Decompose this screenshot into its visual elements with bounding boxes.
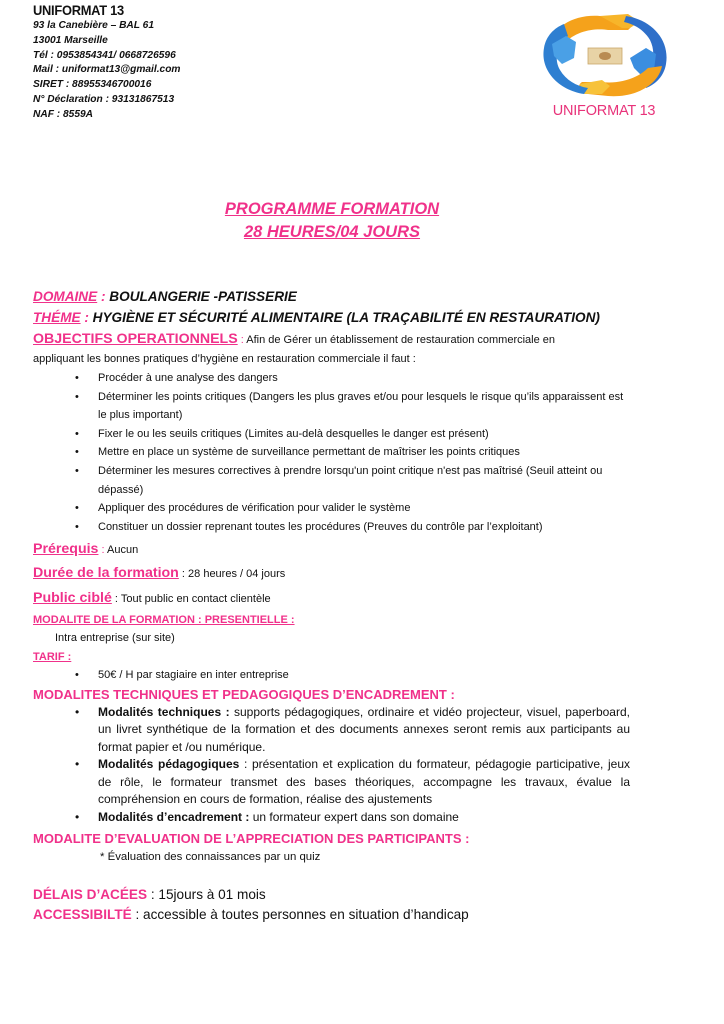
accessibilite-label: ACCESSIBILTÉ [33, 907, 132, 923]
delais-label: DÉLAIS D’ACÉES [33, 887, 148, 903]
domaine-label: DOMAINE [33, 289, 98, 304]
public-value: Tout public en contact clientèle [120, 593, 271, 606]
org-declaration: N° Déclaration : 93131867513 [33, 93, 175, 105]
evaluation-label: MODALITE D’EVALUATION DE L’APPRECIATION DES PARTICIPANTS : [33, 831, 470, 847]
theme-row [33, 308, 653, 328]
title-line-2: 28 HEURES/04 JOURS [243, 223, 421, 241]
modalite-techniques-text: supports pédagogiques, ordinaire et vidéo projecteur, visuel, paperboard, un livret synthétique de la formation et des documents annexes seront remis aux participants au format papier et /ou numérique. [98, 704, 630, 754]
list-item: • Mettre en place un système de surveillance permettant de maîtriser les points critiques [33, 443, 628, 462]
list-item [33, 809, 630, 827]
organisation-info [33, 2, 181, 123]
objectifs-section [33, 330, 653, 536]
public-label: Public ciblé [33, 590, 112, 607]
org-siret: SIRET : 88955346700016 [33, 79, 152, 91]
theme-value: HYGIÈNE ET SÉCURITÉ ALIMENTAIRE (LA TRAÇABILITÉ EN RESTAURATION) [92, 310, 600, 325]
accessibilite-row [33, 905, 653, 925]
prerequis-label: Prérequis [33, 541, 99, 558]
prerequis-row [33, 538, 653, 561]
theme-label: THÉME [33, 310, 81, 325]
programme-content [33, 287, 653, 925]
list-item [33, 756, 630, 809]
domaine-row [33, 287, 653, 307]
tarif-list [33, 666, 653, 685]
title-line-1: PROGRAMME FORMATION [224, 200, 440, 218]
duree-value: 28 heures / 04 jours [188, 568, 286, 581]
domaine-sep: : [97, 289, 110, 304]
page-title [0, 198, 664, 244]
list-item: • Appliquer des procédures de vérification pour valider le système [33, 499, 628, 518]
modalites-list [33, 704, 653, 827]
list-item: • Déterminer les mesures correctives à prendre lorsqu'un point critique n'est pas maîtrisé (Seuil atteint ou dépassé) [33, 462, 628, 499]
objectifs-intro-1: Afin de Gérer un établissement de restauration commerciale en [246, 334, 556, 346]
accessibilite-value: accessible à toutes personnes en situation d’handicap [143, 907, 469, 923]
org-address: 93 la Canebière – BAL 61 [33, 20, 154, 31]
objectifs-label: OBJECTIFS OPERATIONNELS [33, 331, 238, 347]
objectifs-intro [33, 330, 653, 350]
org-phone: Tél : 0953854341/ 0668726596 [33, 49, 176, 61]
list-item: • Fixer le ou les seuils critiques (Limites au-delà desquelles le danger est présent) [33, 425, 628, 444]
modalite-pedagogiques-title: Modalités pédagogiques [98, 757, 240, 772]
prerequis-sep: : [98, 544, 105, 557]
modalite-encadrement-title: Modalités d’encadrement : [98, 809, 250, 824]
duree-sep: : [178, 568, 189, 581]
evaluation-value: * Évaluation des connaissances par un quiz [100, 851, 321, 864]
theme-sep: : [80, 310, 93, 325]
modalite-pedagogiques-text: : présentation et explication du formateur, pédagogie participative, jeux de rôle, le formateur transmet des bases théoriques, accompagne les travaux, évalue la compréhension en cours de formation, réalise des ajustements [98, 757, 631, 807]
list-item: • 50€ / H par stagiaire en inter entreprise [33, 666, 628, 685]
objectifs-list [33, 369, 653, 536]
prerequis-value: Aucun [104, 544, 139, 557]
objectifs-sep: : [237, 334, 247, 346]
domaine-value: BOULANGERIE -PATISSERIE [109, 289, 297, 304]
org-city: 13001 Marseille [33, 34, 108, 46]
delais-value: 15jours à 01 mois [158, 887, 266, 903]
objectifs-intro-2: appliquant les bonnes pratiques d’hygiène en restauration commerciale il faut : [33, 353, 416, 365]
duree-label: Durée de la formation [33, 565, 179, 582]
logo-text: UNIFORMAT 13 [552, 103, 656, 119]
modalite-formation-label: MODALITE DE LA FORMATION : PRESENTIELLE : [33, 614, 295, 627]
uniformat-logo [530, 8, 680, 123]
modalite-formation-value: Intra entreprise (sur site) [55, 632, 175, 645]
list-item: • Déterminer les points critiques (Dangers les plus graves et/ou pour lesquels le risque qu’ils apparaissent est le plus important) [33, 388, 628, 425]
modalite-encadrement-text: un formateur expert dans son domaine [249, 809, 459, 824]
list-item [33, 704, 630, 757]
list-item: • Constituer un dossier reprenant toutes les procédures (Preuves du contrôle par l’exploitant) [33, 518, 628, 537]
modalite-techniques-title: Modalités techniques : [98, 704, 230, 719]
tarif-label: TARIF : [33, 651, 72, 664]
public-sep: : [111, 593, 121, 606]
org-email: Mail : uniformat13@gmail.com [33, 64, 181, 76]
delais-sep: : [147, 887, 159, 903]
duree-row [33, 561, 653, 586]
list-item: • Procéder à une analyse des dangers [33, 369, 628, 388]
public-row [33, 586, 653, 611]
org-name: UNIFORMAT 13 [33, 2, 124, 18]
hands-circle-icon [530, 8, 680, 103]
accessibilite-sep: : [131, 907, 144, 923]
org-naf: NAF : 8559A [33, 108, 94, 120]
delais-row [33, 885, 653, 905]
modalites-techniques-label: MODALITES TECHNIQUES ET PEDAGOGIQUES D’ENCADREMENT : [33, 686, 455, 702]
